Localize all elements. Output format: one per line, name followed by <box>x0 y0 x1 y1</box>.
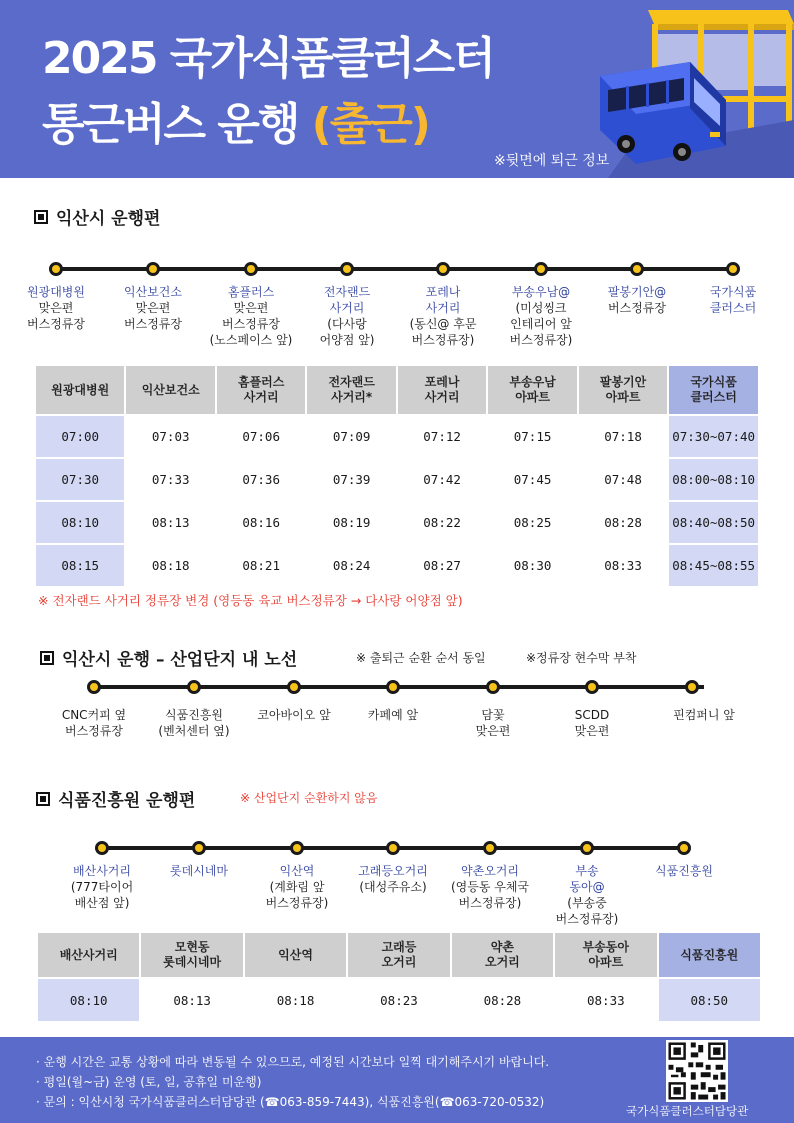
foodinst-time-cell: 08:13 <box>140 978 243 1022</box>
iksan-time-cell: 08:00~08:10 <box>668 458 759 501</box>
foodinst-time-cell: 08:50 <box>658 978 761 1022</box>
foodinst-stop-detail: 배산점 앞) <box>74 896 130 910</box>
section-title-industrial <box>40 645 297 670</box>
foodinst-col-header-text: 고래등 <box>381 940 417 954</box>
iksan-time-cell: 08:15 <box>35 544 125 587</box>
iksan-time-cell: 08:25 <box>487 501 577 544</box>
iksan-time-cell: 07:12 <box>397 415 487 458</box>
foodinst-stop-name: 익산역 <box>279 864 315 878</box>
foodinst-timetable <box>36 931 762 1023</box>
industrial-stop-label <box>42 707 146 739</box>
iksan-time-cell: 08:18 <box>125 544 215 587</box>
iksan-col-header <box>35 365 125 415</box>
iksan-time-cell: 07:15 <box>487 415 577 458</box>
foodinst-stop-label <box>245 863 349 911</box>
iksan-time-cell: 07:30 <box>35 458 125 501</box>
iksan-table-row <box>35 415 759 458</box>
iksan-stop-detail: 인테리어 앞 <box>510 317 572 331</box>
iksan-col-header <box>306 365 396 415</box>
iksan-col-header-text: 사거리* <box>331 390 373 404</box>
industrial-stop-dot <box>685 680 699 694</box>
foodinst-time-cell: 08:18 <box>244 978 347 1022</box>
iksan-time-cell: 07:48 <box>578 458 668 501</box>
foodinst-stop-name: 배산사거리 <box>73 864 131 878</box>
iksan-stop-detail: (다사랑 <box>327 317 367 331</box>
section-title-iksan <box>34 204 160 229</box>
industrial-stop-text: 코아바이오 앞 <box>257 708 331 722</box>
industrial-stop-text: 식품진흥원 <box>165 708 223 722</box>
iksan-stop-detail: 버스정류장 <box>608 301 666 315</box>
industrial-stop-label <box>142 707 246 739</box>
iksan-col-header <box>216 365 306 415</box>
foodinst-note: ※ 산업단지 순환하지 않음 <box>240 791 378 805</box>
iksan-stop-name: 부송우남@ <box>511 285 571 299</box>
foodinst-col-header <box>37 932 140 978</box>
iksan-col-header-text: 부송우남 <box>509 375 556 389</box>
foodinst-stop-detail: (계화림 앞 <box>269 880 325 894</box>
foodinst-col-header <box>244 932 347 978</box>
industrial-stop-dot <box>486 680 500 694</box>
back-side-note: ※뒷면에 퇴근 정보 <box>494 153 610 169</box>
foodinst-stop-name: 약촌오거리 <box>461 864 519 878</box>
foodinst-stop-detail: 버스정류장) <box>265 896 329 910</box>
iksan-stop-name: 국가식품 <box>709 285 757 299</box>
iksan-time-cell: 07:03 <box>125 415 215 458</box>
qr-caption: 국가식품클러스터담당관 <box>626 1104 749 1118</box>
industrial-stop-text: (벤처센터 옆) <box>158 724 230 738</box>
iksan-stop-detail: 맞은편 <box>135 301 171 315</box>
iksan-table-row <box>35 544 759 587</box>
iksan-stop-detail: (동신@ 후문 <box>409 317 477 331</box>
industrial-stop-dot <box>585 680 599 694</box>
foodinst-col-header <box>658 932 761 978</box>
foodinst-col-header-text: 식품진흥원 <box>680 947 739 962</box>
iksan-time-cell: 08:19 <box>306 501 396 544</box>
foodinst-col-header-text: 배산사거리 <box>59 947 118 962</box>
footer-notice-timing: · 운행 시간은 교통 상황에 따라 변동될 수 있으므로, 예정된 시간보다 일찍 대기해주시기 바랍니다. <box>36 1055 550 1069</box>
iksan-stop-label <box>101 284 205 332</box>
foodinst-time-cell: 08:33 <box>554 978 657 1022</box>
footer-notice-days: · 평일(월~금) 운영 (토, 일, 공휴일 미운행) <box>36 1075 262 1089</box>
foodinst-stop-detail: (777타이어 <box>70 880 134 894</box>
iksan-stop-label <box>199 284 303 348</box>
iksan-time-cell: 07:00 <box>35 415 125 458</box>
iksan-table-row <box>35 501 759 544</box>
iksan-col-header-text: 팔봉기안 <box>599 375 647 389</box>
iksan-stop-dot <box>726 262 740 276</box>
industrial-stop-text: 카페예 앞 <box>367 708 419 722</box>
iksan-stop-name: 사거리 <box>425 301 461 315</box>
iksan-table-row <box>35 458 759 501</box>
iksan-col-header-text: 사거리 <box>424 390 460 404</box>
iksan-stop-name: 익산보건소 <box>124 285 182 299</box>
iksan-time-cell: 08:40~08:50 <box>668 501 759 544</box>
iksan-stop-detail: 맞은편 <box>233 301 269 315</box>
page-title-accent: (출근) <box>311 99 429 150</box>
iksan-time-cell: 07:33 <box>125 458 215 501</box>
foodinst-col-header <box>554 932 657 978</box>
iksan-stop-detail: (미성씽크 <box>515 301 567 315</box>
foodinst-stop-detail: (영등동 우체국 <box>450 880 530 894</box>
iksan-stop-name: 원광대병원 <box>27 285 85 299</box>
foodinst-stop-name: 부송 <box>575 864 599 878</box>
industrial-stop-text: 핀컴퍼니 앞 <box>673 708 735 722</box>
iksan-time-cell: 07:06 <box>216 415 306 458</box>
iksan-stop-detail: 버스정류장 <box>124 317 182 331</box>
iksan-col-header-text: 아파트 <box>605 390 641 404</box>
iksan-stop-dot <box>436 262 450 276</box>
iksan-col-header <box>487 365 577 415</box>
foodinst-stop-detail: (부송중 <box>567 896 607 910</box>
section-bullet-icon <box>34 210 48 224</box>
footer-notice-contact: · 문의 : 익산시청 국가식품클러스터담당관 (☎063-859-7443), 식품진흥원(☎063-720-0532) <box>36 1095 545 1109</box>
footer <box>0 1037 794 1123</box>
iksan-col-header-text: 아파트 <box>515 390 550 404</box>
iksan-stop-name: 팔봉기안@ <box>607 285 667 299</box>
iksan-time-cell: 07:45 <box>487 458 577 501</box>
iksan-stop-name: 포레나 <box>425 285 461 299</box>
iksan-col-header-text: 원광대병원 <box>51 382 110 397</box>
industrial-stop-dot <box>287 680 301 694</box>
iksan-time-cell: 08:28 <box>578 501 668 544</box>
bus-icon <box>590 56 730 168</box>
iksan-stop-detail: 버스정류장) <box>509 333 573 347</box>
foodinst-stop-detail: (대성주유소) <box>359 880 427 894</box>
industrial-stop-text: CNC커피 옆 <box>61 708 127 722</box>
foodinst-col-header-text: 오거리 <box>381 955 417 969</box>
iksan-time-cell: 07:18 <box>578 415 668 458</box>
industrial-stop-dot <box>87 680 101 694</box>
foodinst-stop-dot <box>386 841 400 855</box>
iksan-stop-name: 사거리 <box>329 301 365 315</box>
iksan-stop-dot <box>146 262 160 276</box>
iksan-col-header-text: 홈플러스 <box>237 375 285 389</box>
industrial-stop-label <box>652 707 756 723</box>
header-banner <box>0 0 794 178</box>
iksan-time-cell: 08:33 <box>578 544 668 587</box>
iksan-stop-label <box>585 284 689 316</box>
foodinst-time-cell: 08:28 <box>451 978 554 1022</box>
industrial-stop-text: SCDD <box>574 708 610 722</box>
foodinst-stop-label <box>50 863 154 911</box>
iksan-stop-label <box>681 284 785 316</box>
foodinst-stop-label <box>632 863 736 879</box>
foodinst-col-header-text: 익산역 <box>278 947 313 962</box>
iksan-stop-dot <box>534 262 548 276</box>
page-title-main: 통근버스 운행 <box>42 99 299 150</box>
foodinst-stop-label <box>438 863 542 911</box>
foodinst-stop-name: 롯데시네마 <box>170 864 228 878</box>
iksan-col-header <box>397 365 487 415</box>
iksan-stop-dot <box>340 262 354 276</box>
industrial-note-banner: ※정류장 현수막 부착 <box>526 651 637 665</box>
iksan-stop-detail: 버스정류장 <box>222 317 280 331</box>
qr-code-icon[interactable] <box>666 1040 728 1102</box>
iksan-time-cell: 08:13 <box>125 501 215 544</box>
iksan-col-header-text: 익산보건소 <box>141 382 200 397</box>
iksan-col-header-text: 클러스터 <box>690 390 737 404</box>
foodinst-col-header <box>347 932 450 978</box>
iksan-time-cell: 07:09 <box>306 415 396 458</box>
foodinst-col-header <box>451 932 554 978</box>
stop-change-note: ※ 전자랜드 사거리 정류장 변경 (영등동 육교 버스정류장 → 다사랑 어양점 앞) <box>38 593 463 608</box>
foodinst-col-header-text: 모현동 <box>174 940 210 954</box>
industrial-stop-label <box>242 707 346 723</box>
iksan-col-header-text: 국가식품 <box>690 375 737 389</box>
foodinst-col-header-text: 부송동아 <box>582 940 629 954</box>
foodinst-stop-name: 동아@ <box>569 880 605 894</box>
foodinst-time-cell: 08:10 <box>37 978 140 1022</box>
iksan-time-cell: 08:10 <box>35 501 125 544</box>
section-bullet-icon <box>36 792 50 806</box>
iksan-time-cell: 08:16 <box>216 501 306 544</box>
iksan-col-header <box>668 365 759 415</box>
iksan-time-cell: 07:30~07:40 <box>668 415 759 458</box>
industrial-note-loop: ※ 출퇴근 순환 순서 동일 <box>356 651 486 665</box>
foodinst-stop-dot <box>677 841 691 855</box>
industrial-stop-dot <box>386 680 400 694</box>
iksan-time-cell: 07:36 <box>216 458 306 501</box>
industrial-stop-text: 담꽃 <box>481 708 505 722</box>
iksan-stop-name: 홈플러스 <box>227 285 275 299</box>
iksan-col-header-text: 사거리 <box>243 390 279 404</box>
foodinst-stop-label <box>147 863 251 879</box>
foodinst-stop-dot <box>95 841 109 855</box>
industrial-stop-label <box>341 707 445 723</box>
foodinst-col-header-text: 롯데시네마 <box>163 955 222 969</box>
iksan-time-cell: 08:21 <box>216 544 306 587</box>
iksan-col-header <box>125 365 215 415</box>
iksan-col-header-text: 전자랜드 <box>328 375 375 389</box>
iksan-time-cell: 07:42 <box>397 458 487 501</box>
industrial-stop-label <box>540 707 644 739</box>
industrial-stop-label <box>441 707 545 739</box>
foodinst-stop-label <box>341 863 445 895</box>
foodinst-col-header-text: 아파트 <box>588 955 624 969</box>
foodinst-col-header-text: 오거리 <box>485 955 520 969</box>
iksan-stop-detail: 어양점 앞) <box>319 333 375 347</box>
section-bullet-icon <box>40 651 54 665</box>
iksan-stop-name: 클러스터 <box>709 301 757 315</box>
iksan-time-cell: 08:22 <box>397 501 487 544</box>
industrial-stop-text: 버스정류장 <box>65 724 123 738</box>
iksan-time-cell: 08:24 <box>306 544 396 587</box>
iksan-stop-detail: 버스정류장) <box>411 333 475 347</box>
iksan-stop-dot <box>49 262 63 276</box>
iksan-stop-dot <box>244 262 258 276</box>
iksan-stop-label <box>4 284 108 332</box>
iksan-stop-label <box>489 284 593 348</box>
section-title-text: 익산시 운행 – 산업단지 내 노선 <box>62 650 298 670</box>
foodinst-col-header-text: 약촌 <box>490 940 514 954</box>
industrial-stop-text: 맞은편 <box>475 724 511 738</box>
iksan-stop-detail: (노스페이스 앞) <box>209 333 293 347</box>
iksan-time-cell: 07:39 <box>306 458 396 501</box>
iksan-stop-detail: 버스정류장 <box>27 317 85 331</box>
iksan-time-cell: 08:30 <box>487 544 577 587</box>
iksan-stop-label <box>391 284 495 348</box>
section-title-foodinst <box>36 786 195 811</box>
iksan-time-cell: 08:45~08:55 <box>668 544 759 587</box>
iksan-col-header-text: 포레나 <box>424 375 460 389</box>
industrial-stop-text: 맞은편 <box>574 724 610 738</box>
foodinst-stop-detail: 버스정류장) <box>458 896 522 910</box>
foodinst-stop-name: 고래등오거리 <box>358 864 428 878</box>
foodinst-stop-dot <box>290 841 304 855</box>
foodinst-stop-dot <box>483 841 497 855</box>
foodinst-stop-label <box>535 863 639 927</box>
foodinst-stop-dot <box>192 841 206 855</box>
iksan-stop-dot <box>630 262 644 276</box>
foodinst-stop-name: 식품진흥원 <box>655 864 713 878</box>
foodinst-stop-dot <box>580 841 594 855</box>
section-title-text: 식품진흥원 운행편 <box>58 791 196 811</box>
iksan-time-cell: 08:27 <box>397 544 487 587</box>
iksan-col-header <box>578 365 668 415</box>
section-title-text: 익산시 운행편 <box>56 209 161 229</box>
foodinst-time-cell: 08:23 <box>347 978 450 1022</box>
iksan-stop-detail: 맞은편 <box>38 301 74 315</box>
foodinst-col-header <box>140 932 243 978</box>
page-title-line2 <box>42 88 429 152</box>
iksan-stop-label <box>295 284 399 348</box>
industrial-stop-dot <box>187 680 201 694</box>
iksan-stop-name: 전자랜드 <box>323 285 371 299</box>
iksan-timetable <box>34 364 760 588</box>
foodinst-stop-detail: 버스정류장) <box>555 912 619 926</box>
page-title-line1: 2025 국가식품클러스터 <box>42 33 494 84</box>
